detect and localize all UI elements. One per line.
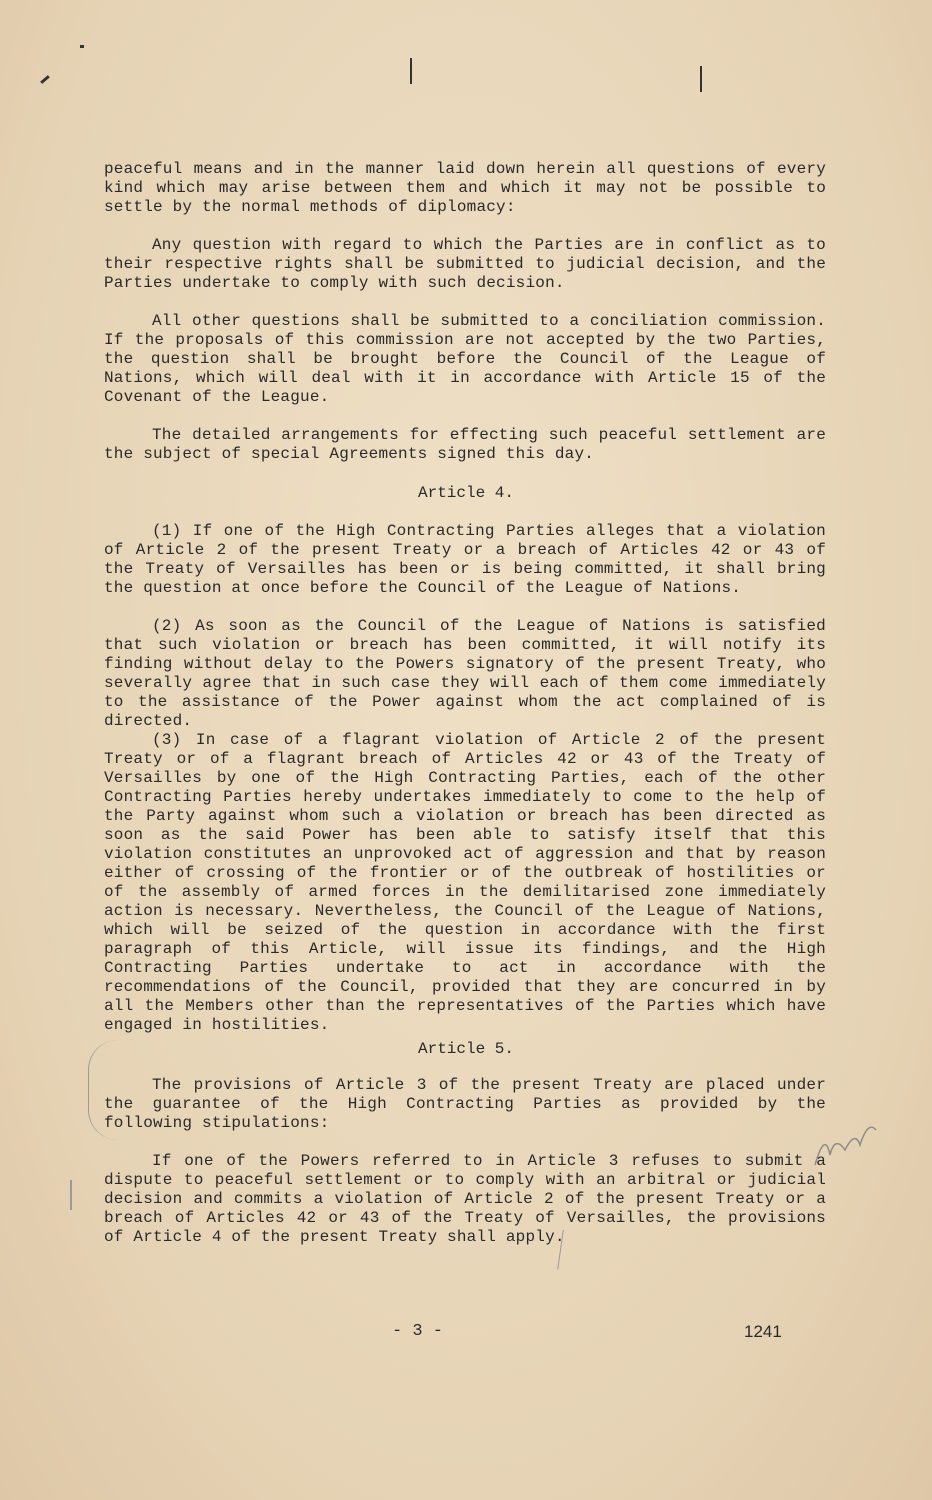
page-number: - 3 - [392,1322,444,1341]
article-5-paragraph-1: The provisions of Article 3 of the present Treaty are placed under the guarantee of the High Contracting Parties as provided by the following stipulations: [104,1076,826,1132]
article-4-paragraph-2: (2) As soon as the Council of the League of Nations is satisfied that such violation or breach has been committed, it will notify its finding without delay to the Powers signatory of the present Treaty, who severally agree that in such case they will each of them come immediately to the assistance of the Power against whom the act complained of is directed. [104,617,826,730]
article-5-heading: Article 5. [417,1040,514,1058]
paragraph-conciliation: All other questions shall be submitted to a conciliation commission. If the proposals of this commission are not accepted by the two Parties, the question shall be brought before the Council of the League of Nations, which will deal with it in accordance with Article 15 of the Covenant of the League. [104,312,826,406]
article-4-paragraph-1: (1) If one of the High Contracting Parties alleges that a violation of Article 2 of the present Treaty or a breach of Articles 42 or 43 of the Treaty of Versailles has been or is being committed, it shall bring the question at once before the Council of the League of Nations. [104,522,826,597]
scan-mark-dot [80,45,84,48]
paragraph-judicial: Any question with regard to which the Parties are in conflict as to their respective rights shall be submitted to judicial decision, and the Parties undertake to comply with such decision. [104,236,826,292]
pencil-bracket-left [88,1040,129,1140]
punch-mark-right [700,66,702,92]
punch-mark-center [410,58,412,84]
article-4-heading: Article 4. [417,484,514,502]
article-4-paragraph-3: (3) In case of a flagrant violation of Article 2 of the present Treaty or of a flagrant breach of Articles 42 or 43 of the Treaty of Versailles by one of the High Contracting Parties, each of the other Contracting Parties hereby undertakes immediately to come to the help of the Party against whom such a violation or breach has been directed as soon as the said Power has been able to satisfy itself that this violation constitutes an unprovoked act of aggression and that by reason either of crossing of the frontier or of the outbreak of hostilities or of the assembly of armed forces in the demilitarised zone immediately action is necessary. Nevertheless, the Council of the League of Nations, which will be seized of the question in accordance with the first paragraph of this Article, will issue its findings, and the High Contracting Parties undertake to act in accordance with the recommendations of the Council, provided that they are concurred in by all the Members other than the representatives of the Parties which have engaged in hostilities. [104,731,826,1034]
article-5-paragraph-2: If one of the Powers referred to in Article 3 refuses to submit a dispute to peaceful settlement or to comply with an arbitral or judicial decision and commits a violation of Article 2 of the present Treaty or a breach of Articles 42 or 43 of the Treaty of Versailles, the provisions of Article 4 of the present Treaty shall apply. [104,1152,826,1246]
pencil-bracket-left-lower [70,1180,76,1210]
paragraph-arrangements: The detailed arrangements for effecting such peaceful settlement are the subject of special Agreements signed this day. [104,426,826,463]
paragraph-intro: peaceful means and in the manner laid down herein all questions of every kind which may arise between them and which it may not be possible to settle by the normal methods of diplomacy: [104,160,826,216]
document-number: 1241 [744,1322,782,1341]
pencil-scribble-right [810,1110,880,1170]
scan-mark-left [40,75,50,84]
